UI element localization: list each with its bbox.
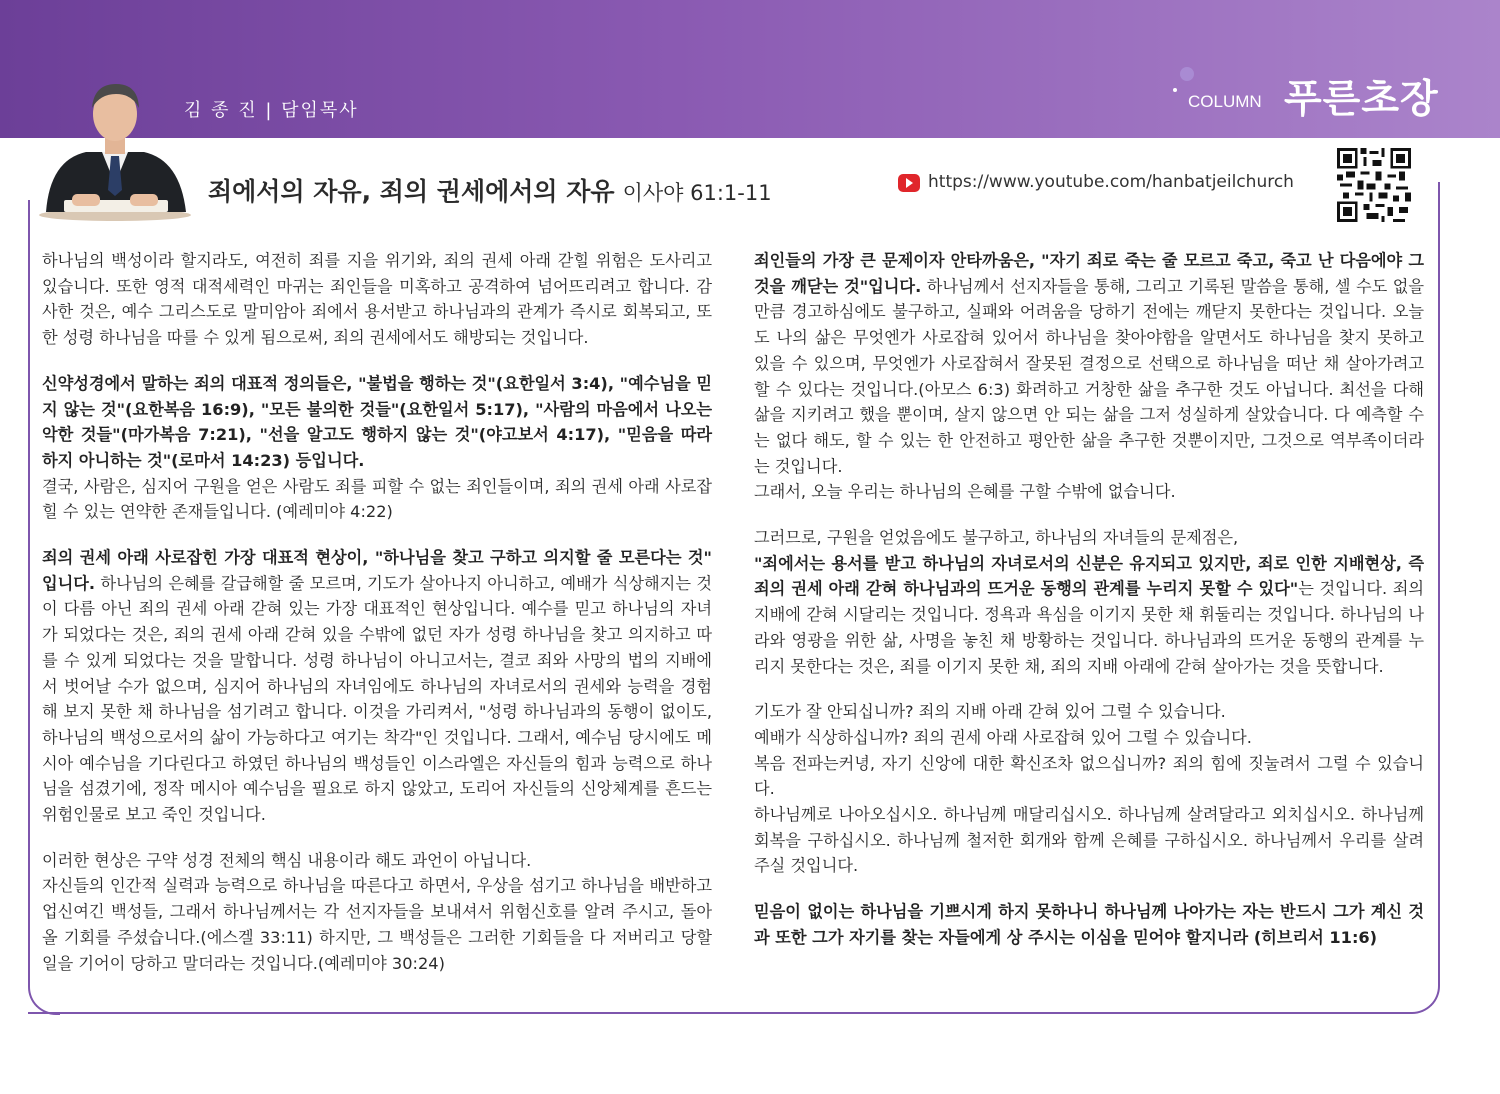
pastor-portrait [36, 72, 194, 222]
sin-definitions-bold: 신약성경에서 말하는 죄의 대표적 정의들은, "불법을 행하는 것"(요한일서 3:4), "예수님을 믿지 않는 것"(요한복음 16:9), "모든 불의한 것들"(요한일서 5:17), "사람의 마음에서 나오는 악한 것들"(마가복음 7:21), "선을 알고도 행하지 않는 것"(야고보서 4:17), "믿음을 따라 하지 아니하는 것"(로마서 14:23) 등입니다. [42, 373, 712, 470]
left-paragraph-4 [42, 848, 712, 977]
sermon-title-main: 죄에서의 자유, 죄의 권세에서의 자유 [208, 177, 615, 206]
right-paragraph-4 [754, 899, 1424, 950]
column-dot-icon [1180, 67, 1194, 81]
old-testament-line: 이러한 현상은 구약 성경 전체의 핵심 내용이라 해도 과언이 아닙니다. [42, 850, 532, 870]
column-small-dot-icon [1173, 88, 1177, 92]
left-paragraph-1: 하나님의 백성이라 할지라도, 여전히 죄를 지을 위기와, 죄의 권세 아래 갇힐 위험은 도사리고 있습니다. 또한 영적 대적세력인 마귀는 죄인들을 미혹하고 공격하여 넘어뜨리려고 합니다. 감사한 것은, 예수 그리스도로 말미암아 죄에서 용서받고 하나님과의 관계가 즉시로 회복되고, 또한 성령 하나님을 따를 수 있게 됨으로써, 죄의 권세에서도 해방되는 것입니다. [42, 251, 712, 348]
scripture-reference: 이사야 61:1-11 [622, 181, 772, 205]
right-paragraph-1 [754, 248, 1424, 505]
representative-phenomenon-text: 하나님의 은혜를 갈급해할 줄 모르며, 기도가 살아나지 아니하고, 예배가 식상해지는 것이 다름 아닌 죄의 권세 아래 갇혀 있는 가장 대표적인 현상입니다. 예수를 믿고 하나님의 자녀가 되었다는 것은, 죄의 권세 아래 갇혀 있을 수밖에 없던 자가 성령 하나님을 찾고 의지하고 따를 수 있게 되었다는 것을 말합니다. 성령 하나님이 아니고서는, 결코 죄와 사망의 법의 지배에서 벗어날 수가 없으며, 심지어 하나님의 자녀임에도 하나님의 자녀로서의 권세와 능력을 경험해 보지 못한 채 하나님을 섬기려고 합니다. 이것을 가리켜서, "성령 하나님과의 동행이 없이도, 하나님의 백성으로서의 삶이 가능하다고 여기는 착각"인 것입니다. 그래서, 예수님 당시에도 메시아 예수님을 기다린다고 하였던 하나님의 백성들인 이스라엘은 자신들의 힘과 능력으로 하나님을 섬겼기에, 정작 메시아 예수님을 필요로 하지 않았고, 도리어 자신들의 신앙체계를 흔드는 위험인물로 보고 죽인 것입니다. [42, 573, 712, 825]
sin-definitions-text: 결국, 사람은, 심지어 구원을 얻은 사람도 죄를 피할 수 없는 죄인들이며, 죄의 권세 아래 사로잡힐 수 있는 연약한 존재들입니다. (예레미야 4:22) [42, 476, 712, 522]
old-testament-text: 자신들의 인간적 실력과 능력으로 하나님을 따른다고 하면서, 우상을 섬기고 하나님을 배반하고 업신여긴 백성들, 그래서 하나님께서는 각 선지자들을 보내셔서 위험신호를 알려 주시고, 돌아올 기회를 주셨습니다.(에스겔 33:11) 하지만, 그 백성들은 그러한 기회들을 다 저버리고 당할 일을 기어이 당하고 말더라는 것입니다.(예레미야 30:24) [42, 876, 712, 973]
column-name: 푸른초장 [1284, 77, 1439, 122]
children-problem-text: 는 것입니다. 죄의 지배에 갇혀 시달리는 것입니다. 정욕과 욕심을 이기지 못한 채 휘둘리는 것입니다. 하나님의 나라와 영광을 위한 삶, 사명을 놓친 채 방황하는 것입니다. 하나님과의 뜨거운 동행의 관계를 누리지 못한다는 것은, 죄를 이기지 못한 채, 죄의 지배 아래에 갇혀 살아가는 것을 뜻합니다. [754, 579, 1424, 676]
sinners-problem-bold: 죄인들의 가장 큰 문제이자 안타까움은, "자기 죄로 죽는 줄 모르고 죽고, 죽고 난 다음에야 그것을 깨닫는 것"입니다. [754, 251, 1424, 296]
left-paragraph-2 [42, 371, 712, 525]
gospel-line: 복음 전파는커녕, 자기 신앙에 대한 확신조차 없으십니까? 죄의 힘에 짓눌려서 그럴 수 있습니다. [754, 753, 1424, 799]
right-column [754, 248, 1424, 971]
sermon-title [208, 172, 772, 208]
children-problem-bold: "죄에서는 용서를 받고 하나님의 자녀로서의 신분은 유지되고 있지만, 죄로 인한 지배현상, 즉 죄의 권세 아래 갇혀 하나님과의 뜨거운 동행의 관계를 누리지 못할 수 있다" [754, 553, 1424, 599]
prayer-line: 기도가 잘 안되십니까? 죄의 지배 아래 갇혀 있어 그럴 수 있습니다. [754, 702, 1226, 722]
author-label: 김 종 진 | 담임목사 [184, 100, 359, 121]
youtube-icon[interactable] [898, 174, 920, 192]
left-paragraph-3 [42, 545, 712, 828]
sinners-problem-conclusion: 그래서, 오늘 우리는 하나님의 은혜를 구할 수밖에 없습니다. [754, 482, 1176, 502]
representative-phenomenon-bold: 죄의 권세 아래 사로잡힌 가장 대표적 현상이, "하나님을 찾고 구하고 의지할 줄 모른다는 것" 입니다. [42, 548, 712, 593]
children-problem-intro: 그러므로, 구원을 얻었음에도 불구하고, 하나님의 자녀들의 문제점은, [754, 528, 1239, 548]
left-column [42, 248, 712, 996]
youtube-link[interactable]: https://www.youtube.com/hanbatjeilchurch [928, 172, 1294, 192]
right-paragraph-2 [754, 525, 1424, 679]
hebrews-verse-bold: 믿음이 없이는 하나님을 기쁘시게 하지 못하나니 하나님께 나아가는 자는 반드시 그가 계신 것과 또한 그가 자기를 찾는 자들에게 상 주시는 이심을 믿어야 할지니라 (히브리서 11:6) [754, 902, 1424, 947]
column-label: COLUMN [1188, 92, 1262, 111]
worship-line: 예배가 식상하십니까? 죄의 권세 아래 사로잡혀 있어 그럴 수 있습니다. [754, 727, 1252, 747]
right-paragraph-3 [754, 699, 1424, 879]
sinners-problem-text: 하나님께서 선지자들을 통해, 그리고 기록된 말씀을 통해, 셀 수도 없을 만큼 경고하심에도 불구하고, 실패와 어려움을 당하기 전에는 깨닫지 못한다는 것입니다. 오늘도 나의 삶은 무엇엔가 사로잡혀 있어서 하나님을 찾아야함을 알면서도 하나님을 찾지 못하고 있을 수 있으며, 무엇엔가 사로잡혀서 잘못된 결정으로 선택으로 하나님을 떠난 채 살아가려고 할 수 있다는 것입니다.(아모스 6:3) 화려하고 거창한 삶을 추구한 것도 아닙니다. 최선을 다해 삶을 지키려고 했을 뿐이며, 살지 않으면 안 되는 삶을 그저 성실하게 살았습니다. 다 예측할 수는 없다 해도, 할 수 있는 한 안전하고 평안한 삶을 추구한 것뿐이지만, 그것으로 역부족이더라는 것입니다. [754, 276, 1424, 476]
qr-code-icon[interactable] [1337, 148, 1411, 222]
come-to-god-line: 하나님께로 나아오십시오. 하나님께 매달리십시오. 하나님께 살려달라고 외치십시오. 하나님께 회복을 구하십시오. 하나님께 철저한 회개와 함께 은혜를 구하십시오. 하나님께서 우리를 살려주실 것입니다. [754, 805, 1424, 876]
